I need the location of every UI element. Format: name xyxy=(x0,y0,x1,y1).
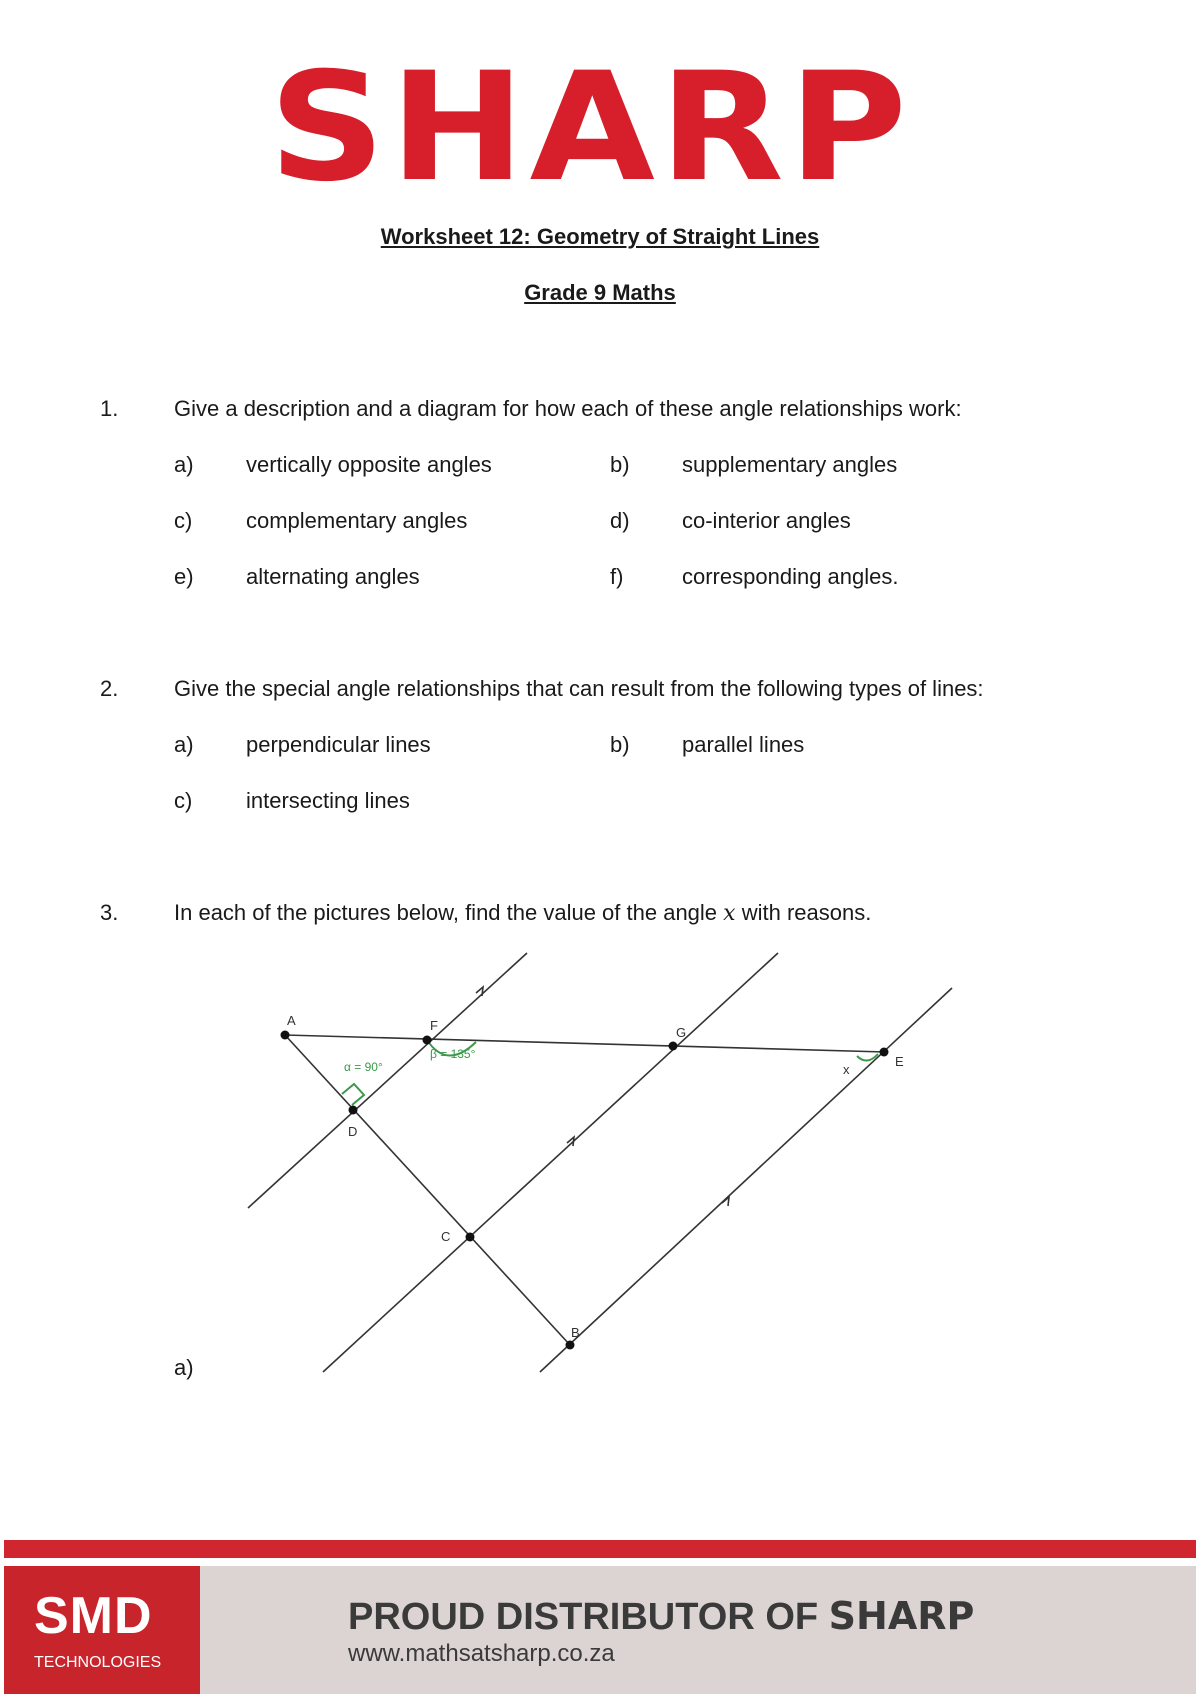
right-angle-marker xyxy=(342,1084,364,1105)
question-1-number: 1. xyxy=(100,396,119,421)
point-g-label: G xyxy=(676,1025,687,1040)
worksheet-title: Worksheet 12: Geometry of Straight Lines xyxy=(380,224,820,249)
q2-item-a-label: a) xyxy=(174,732,194,757)
smd-logo-title: SMD xyxy=(34,1587,153,1645)
question-2-text: Give the special angle relationships that can result from the following types of lines: xyxy=(174,676,984,701)
q2-item-c-text: intersecting lines xyxy=(246,788,410,813)
worksheet-subtitle: Grade 9 Maths xyxy=(524,280,676,305)
q1-item-a-label: a) xyxy=(174,452,194,477)
q2-item-c-label: c) xyxy=(174,788,193,813)
q1-item-b-text: supplementary angles xyxy=(682,452,898,477)
footer-tagline xyxy=(348,1594,974,1639)
q1-item-e-text: alternating angles xyxy=(246,564,420,589)
footer-divider xyxy=(4,1540,1196,1558)
smd-logo-subtitle: TECHNOLOGIES xyxy=(34,1654,162,1671)
point-e-label: E xyxy=(895,1054,904,1069)
parallel-line-2 xyxy=(323,953,778,1372)
q2-item-b-text: parallel lines xyxy=(682,732,805,757)
q1-item-f-label: f) xyxy=(610,564,624,589)
point-c-dot xyxy=(466,1233,475,1242)
point-f-label: F xyxy=(430,1018,438,1033)
q2-item-a-text: perpendicular lines xyxy=(246,732,431,757)
q1-item-d-label: d) xyxy=(610,508,630,533)
footer-tagline-prefix: PROUD DISTRIBUTOR OF xyxy=(348,1596,819,1638)
point-f-dot xyxy=(423,1036,432,1045)
point-d-dot xyxy=(349,1106,358,1115)
q1-item-d-text: co-interior angles xyxy=(682,508,851,533)
question-3-text-before: In each of the pictures below, find the value of the angle xyxy=(174,900,718,925)
line-adcb xyxy=(285,1035,570,1345)
beta-angle-label: β = 135° xyxy=(430,1047,476,1061)
question-3-text xyxy=(174,900,871,926)
question-3-number: 3. xyxy=(100,900,119,925)
parallel-line-3 xyxy=(540,988,952,1372)
point-b-label: B xyxy=(571,1325,580,1340)
x-angle-label: x xyxy=(843,1062,850,1077)
point-d-label: D xyxy=(348,1124,358,1139)
point-c-label: C xyxy=(441,1229,451,1244)
question-3-text-after: with reasons. xyxy=(741,900,872,925)
q2-item-b-label: b) xyxy=(610,732,630,757)
question-1-text: Give a description and a diagram for how each of these angle relationships work: xyxy=(174,396,962,421)
q3-sub-label: a) xyxy=(174,1355,194,1380)
q1-item-e-label: e) xyxy=(174,564,194,589)
smd-logo xyxy=(4,1566,200,1694)
point-a-label: A xyxy=(287,1013,296,1028)
transversal-line-afge xyxy=(285,1035,885,1052)
q1-item-c-label: c) xyxy=(174,508,193,533)
q1-item-f-text: corresponding angles. xyxy=(682,564,899,589)
q1-item-a-text: vertically opposite angles xyxy=(246,452,492,477)
question-3-variable: x xyxy=(723,901,736,926)
sharp-logo: SHARP xyxy=(268,41,912,215)
question-2-number: 2. xyxy=(100,676,119,701)
geometry-diagram xyxy=(240,945,960,1375)
point-a-dot xyxy=(281,1031,290,1040)
q1-item-c-text: complementary angles xyxy=(246,508,468,533)
parallel-arrow-marks xyxy=(476,987,729,1206)
alpha-angle-label: α = 90° xyxy=(344,1060,383,1074)
footer-url: www.mathsatsharp.co.za xyxy=(348,1640,615,1667)
q1-item-b-label: b) xyxy=(610,452,630,477)
parallel-line-1 xyxy=(248,953,527,1208)
point-g-dot xyxy=(669,1042,678,1051)
point-e-dot xyxy=(880,1048,889,1057)
footer-tagline-brand: SHARP xyxy=(828,1594,975,1638)
parallel-arrow-1 xyxy=(476,987,483,996)
point-b-dot xyxy=(566,1341,575,1350)
